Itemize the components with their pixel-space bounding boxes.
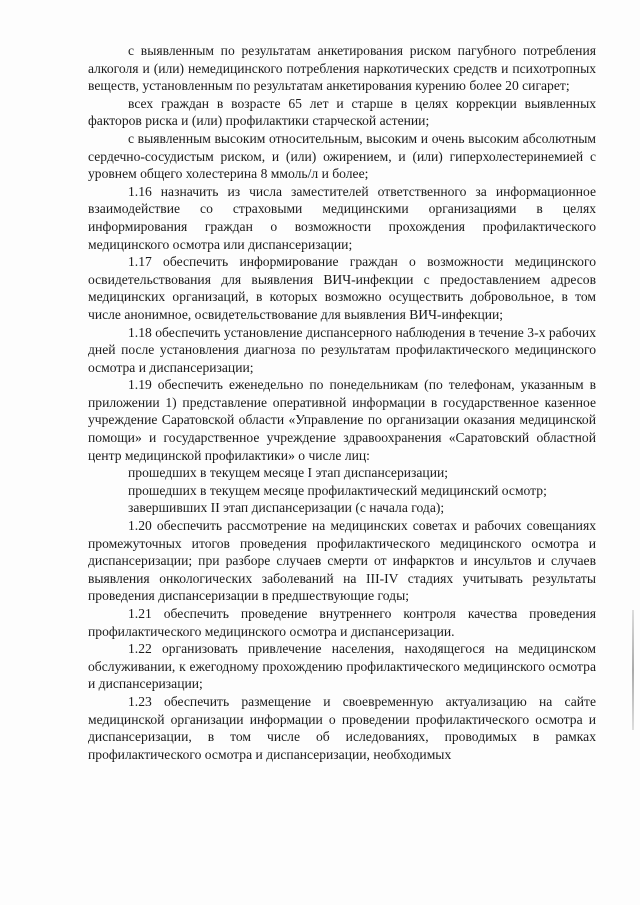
paragraph-1-23: 1.23 обеспечить размещение и своевременную актуализацию на сайте медицинской организации информации о проведении профилактического осмотра и диспансеризации, в том числе об иследованиях, проводимых в рамках профилактического осмотра и диспансеризации, необходимых [88, 693, 596, 762]
paragraph-1-21: 1.21 обеспечить проведение внутреннего контроля качества проведения профилактического медицинского осмотра и диспансеризации. [88, 606, 596, 639]
paragraph-risk-alcohol: с выявленным по результатам анкетирования риском пагубного потребления алкоголя и (или) немедицинского потребления наркотических средств и психотропных веществ, установленным по результатам анкетирования курению более 20 сигарет; [88, 43, 596, 94]
paragraph-1-19: 1.19 обеспечить еженедельно по понедельникам (по телефонам, указанным в приложении 1) представление оперативной информации в государственное казенное учреждение Саратовской области «Управление по организации оказания медицинской помощи» и государственное учреждение здравоохранения «Саратовский областной центр медицинской профилактики» о числе лиц: [88, 377, 596, 463]
list-item: прошедших в текущем месяце I этап диспансеризации; [128, 465, 449, 481]
paragraph-cardio-risk: с выявленным высоким относительным, высоким и очень высоким абсолютным сердечно-сосудистым риском, и (или) ожирением, и (или) гиперхолестеринемией с уровнем общего холестерина 8 ммоль/л и более; [88, 130, 596, 182]
scan-artifact [632, 610, 634, 730]
list-item: завершивших II этап диспансеризации (с начала года); [128, 500, 445, 516]
document-body [88, 42, 596, 763]
list-item: прошедших в текущем месяце профилактический медицинский осмотр; [128, 482, 547, 498]
paragraph-1-16: 1.16 назначить из числа заместителей ответственного за информационное взаимодействие со страховыми медицинскими организациями в целях информирования граждан о возможности прохождения профилактического медицинского осмотра или диспансеризации; [88, 183, 596, 252]
paragraph-1-17: 1.17 обеспечить информирование граждан о возможности медицинского освидетельствования для выявления ВИЧ-инфекции с предоставлением адресов медицинских организаций, в которых возможно осуществить добровольное, в том числе анонимное, освидетельствование для выявления ВИЧ-инфекции; [88, 254, 596, 322]
paragraph-1-22: 1.22 организовать привлечение населения, находящегося на медицинском обслуживании, к ежегодному прохождению профилактического медицинского осмотра и диспансеризации; [88, 641, 596, 692]
paragraph-1-20: 1.20 обеспечить рассмотрение на медицинских советах и рабочих совещаниях промежуточных итогов проведения профилактического медицинского осмотра и диспансеризации; при разборе случаев смерти от инфарктов и инсультов и случаев выявления онкологических заболеваний на III-IV стадиях учитывать результаты проведения диспансеризации в предшествующие годы; [88, 518, 596, 604]
paragraph-1-18: 1.18 обеспечить установление диспансерного наблюдения в течение 3-х рабочих дней после установления диагноза по результатам профилактического медицинского осмотра и диспансеризации; [88, 324, 596, 375]
paragraph-age-65: всех граждан в возрасте 65 лет и старше в целях коррекции выявленных факторов риска и (или) профилактики старческой астении; [88, 95, 596, 129]
